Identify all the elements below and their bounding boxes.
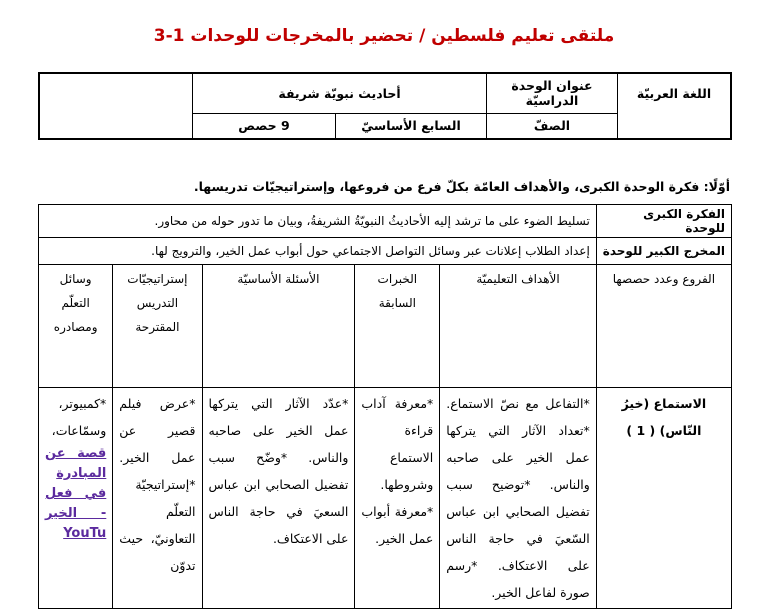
subject-cell: اللغة العربيّة: [618, 73, 732, 139]
empty-cell: [39, 73, 193, 139]
row1-prior: *معرفة آداب قراءة الاستماع وشروطها. *معرفة أبواب عمل الخير.: [355, 388, 440, 609]
section-heading: أوّلًا: فكرة الوحدة الكبرى، والأهداف العامّة بكلّ فرع من فروعها، وإستراتيجيّات تدريسها.: [193, 179, 730, 194]
grade-label: الصفّ: [487, 113, 618, 139]
row1-resources-cell: [39, 388, 113, 609]
row1-resources: *كمبيوتر، وسمّاعات،: [51, 396, 107, 438]
youtube-story-link[interactable]: قصة عن المبادرة في فعل - الخير YouTu: [45, 446, 107, 541]
periods-value: 9 حصص: [193, 113, 336, 139]
big-idea-label: الفكرة الكبرى للوحدة: [596, 205, 731, 238]
big-output-value: إعداد الطلاب إعلانات عبر وسائل التواصل الاجتماعي حول أبواب عمل الخير، والترويج لها.: [39, 238, 597, 265]
plan-table: [38, 204, 732, 609]
big-output-label: المخرج الكبير للوحدة: [596, 238, 731, 265]
col-resources: وسائل التعلّم ومصادره: [39, 265, 113, 388]
col-questions: الأسئلة الأساسيّة: [202, 265, 355, 388]
col-branches: الفروع وعدد حصصها: [596, 265, 731, 388]
page-title: ملتقى تعليم فلسطين / تحضير بالمخرجات للوحدات 1-3: [153, 26, 615, 46]
row1-branch: الاستماع (خيرُ النّاس) ( 1 ): [596, 388, 731, 609]
grade-value: السابع الأساسيّ: [336, 113, 487, 139]
unit-title-label: عنوان الوحدة الدراسيّة: [487, 73, 618, 113]
col-prior: الخبرات السابقة: [355, 265, 440, 388]
row1-objectives: *التفاعل مع نصّ الاستماع. *تعداد الآثار التي يتركها عمل الخير على صاحبه والناس. *توضيح سبب تفضيل الصحابي ابن عباس السّعيَ في حاجة الناس على الاعتكاف. *رسم صورة لفاعل الخير.: [440, 388, 597, 609]
unit-header-table: [38, 72, 732, 140]
row1-strategies: *عرض فيلم قصير عن عمل الخير. *إستراتيجيّة التعلّم التعاونيّ، حيث تدوّن: [113, 388, 202, 609]
col-strategies: إستراتيجيّات التدريس المقترحة: [113, 265, 202, 388]
big-idea-value: تسليط الضوء على ما ترشد إليه الأحاديثُ النبويّةُ الشريفةُ، وبيان ما تدور حوله من محاور.: [39, 205, 597, 238]
unit-title-value: أحاديث نبويّة شريفة: [193, 73, 487, 113]
col-objectives: الأهداف التعليميّة: [440, 265, 597, 388]
row1-questions: *عدّد الآثار التي يتركها عمل الخير على صاحبه والناس. *وضّح سبب تفضيل الصحابي ابن عباس السعيَ في حاجة الناس على الاعتكاف.: [202, 388, 355, 609]
